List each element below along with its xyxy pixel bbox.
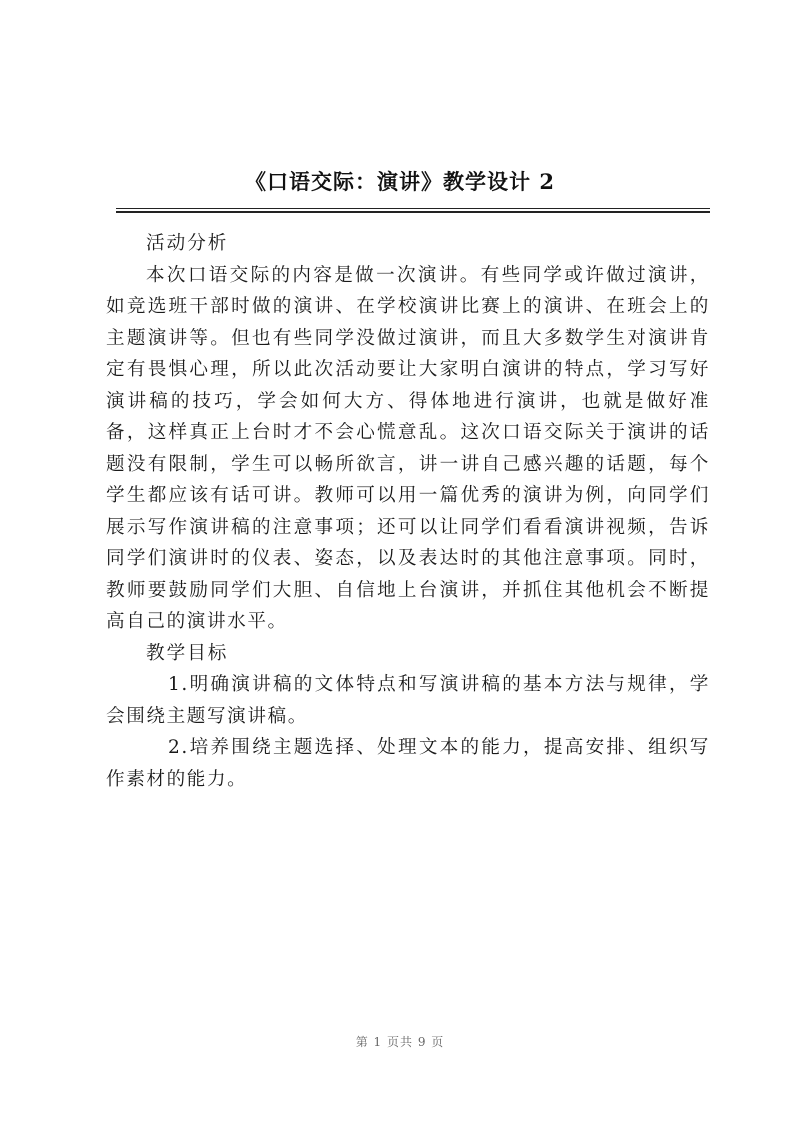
activity-analysis-paragraph: 本次口语交际的内容是做一次演讲。有些同学或许做过演讲，如竞选班干部时做的演讲、在学校演讲比赛上的演讲、在班会上的主题演讲等。但也有些同学没做过演讲，而且大多数学生对演讲肯定有畏惧心理，所以此次活动要让大家明白演讲的特点，学习写好演讲稿的技巧，学会如何大方、得体地进行演讲，也就是做好准备，这样真正上台时才不会心慌意乱。这次口语交际关于演讲的话题没有限制，学生可以畅所欲言，讲一讲自己感兴趣的话题，每个学生都应该有话可讲。教师可以用一篇优秀的演讲为例，向同学们展示写作演讲稿的注意事项；还可以让同学们看看演讲视频，告诉同学们演讲时的仪表、姿态，以及表达时的其他注意事项。同时，教师要鼓励同学们大胆、自信地上台演讲，并抓住其他机会不断提高自己的演讲水平。 — [106, 264, 710, 632]
title-divider — [116, 208, 710, 213]
section-heading-activity-analysis: 活动分析 — [146, 233, 229, 254]
page-footer: 第 1 页共 9 页 — [355, 1035, 445, 1049]
page-title: 《口语交际：演讲》教学设计 2 — [245, 169, 555, 194]
teaching-goal-item: 1.明确演讲稿的文体特点和写演讲稿的基本方法与规律，学会围绕主题写演讲稿。 — [106, 674, 710, 727]
document-body — [106, 228, 710, 795]
teaching-goal-item: 2.培养围绕主题选择、处理文本的能力，提高安排、组织写作素材的能力。 — [106, 737, 710, 790]
section-heading-teaching-goals: 教学目标 — [146, 642, 229, 664]
